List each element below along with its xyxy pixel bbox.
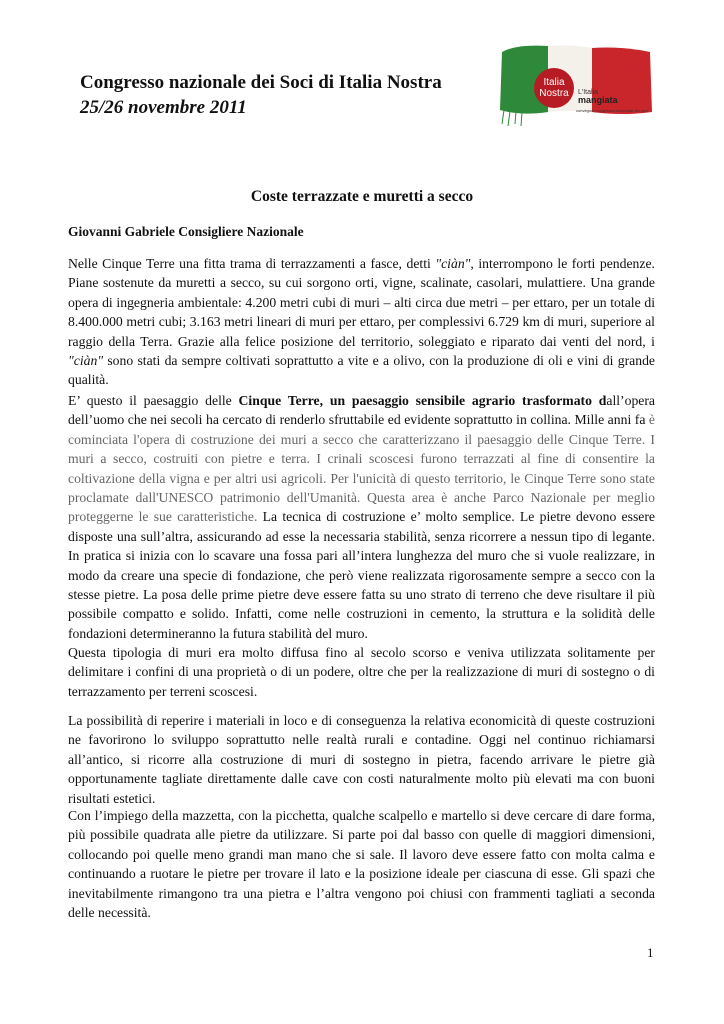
logo-caption: convegno | congresso nazionale dei soci [576,108,648,113]
p2-grey-text: è cominciata l'opera di costruzione dei muri a secco che caratterizzano il paesaggio delle Cinque Terre. I muri a secco, costruiti con pietre e terra. I crinali scoscesi furono terrazzati al fine di consentire la coltivazione della vigna e per altri usi agricoli. Per l'unicità di questo territorio, le Cinque Terre sono state proclamate dall'UNESCO patrimonio dell'Umanità. Questa area è anche Parco Nazionale per meglio proteggerne le sue caratteristiche. [68,412,655,525]
p4-text: La possibilità di reperire i materiali in loco e di conseguenza la relativa economicità di queste costruzioni ne favorirono lo sviluppo soprattutto nelle realtà rurali e contadine. Oggi nel continuo richiamarsi all’antico, si ricorre alla costruzione di muri di sostegno in pietra, facendo arrivare le pietre già opportunamente tagliate direttamente dalle cave con costi naturalmente molto più elevati ma con buoni risultati estetici. [68,713,655,806]
header-title: Congresso nazionale dei Soci di Italia Nostra [80,72,442,93]
header-date: 25/26 novembre 2011 [80,97,247,118]
document-title: Coste terrazzate e muretti a secco [250,188,474,205]
p2-text-c: La tecnica di costruzione e’ molto semplice. Le pietre devono essere disposte una sull’altra, assicurando ad esse la necessaria stabilità, senza ricorrere a nessun tipo di legante. In pratica si inizia con lo scavare una fossa pari all’intera lunghezza del muro che si vuole realizzare, in modo da creare una specie di fondazione, che però viene realizzata rigorosamente sempre a secco con la stesse pietre. La posa delle prime pietre deve essere fatta su uno strato di terreno che deve risultare il più possibile compatto e solido. Infatti, come nelle costruzioni in cemento, la struttura e la solidità delle fondazioni determineranno la futura stabilità del muro. [68,509,655,641]
logo-subtitle-b: mangiata [578,95,618,105]
p1-cian-2: "ciàn" [68,353,104,369]
p5-text: Con l’impiego della mazzetta, con la picchetta, qualche scalpello e martello si deve cercare di dare forma, più possibile quadrata alle pietre da utilizzare. Si parte poi dal basso con quelle di maggiori dimensioni, collocando poi quelle meno grandi man mano che si sale. Il lavoro deve essere fatto con molta calma e continuando a ruotare le pietre per trovare il lato e la posizione ideale per ciascuna di esse. Gli spazi che inevitabilmente rimangono tra una pietra e l’altra vengono poi chiusi con frammenti tagliati a seconda delle necessità. [68,808,655,921]
paragraph-1 [68,254,655,390]
logo-line1: Italia [543,77,565,88]
p1-cian-1: "ciàn" [435,256,471,271]
paragraph-4 [68,711,655,808]
paragraph-3 [68,643,655,701]
p2-text-a: E’ questo il paesaggio delle [68,393,239,408]
paragraph-2 [68,391,655,643]
p3-text: Questa tipologia di muri era molto diffusa fino al secolo scorso e veniva utilizzata solitamente per delimitare i confini di una proprietà o di un podere, oltre che per la realizzazione di muri di sostegno o di terrazzamento per terreni scoscesi. [68,645,655,699]
author-line: Giovanni Gabriele Consigliere Nazionale [68,224,304,239]
paragraph-5 [68,806,655,922]
p2-bold: Cinque Terre, un paesaggio sensibile agrario trasformato d [238,393,607,408]
logo-subtitle-a: L'Italia [578,89,599,96]
p2-text-b: all’opera dell’uomo che nei secoli ha cercato di renderlo sfruttabile ed evidente soprattutto in collina. Mille anni fa [68,393,656,428]
italia-nostra-logo [496,40,656,132]
p1-text-b: , interrompono le forti pendenze. Piane sostenute da muretti a secco, su cui sorgono orti, vigne, scalinate, casolari, mulattiere. Una grande opera di ingegneria ambientale: 4.200 metri cubi di muri – alti circa due metri – per ettaro, per un totale di 8.400.000 metri cubi; 3.163 metri lineari di muri per ettaro, per complessivi 6.729 km di muri, superiore al raggio della Terra. Grazie alla felice posizione del territorio, soleggiato e riparato dai venti del nord, i [68,256,655,349]
page-number: 1 [647,945,654,960]
p1-text-c: sono stati da sempre coltivati soprattutto a vite e a olivo, con la produzione di oli e vini di grande qualità. [68,353,655,388]
p1-text-a: Nelle Cinque Terre una fitta trama di terrazzamenti a fasce, detti [68,256,436,271]
logo-line2: Nostra [539,88,569,99]
